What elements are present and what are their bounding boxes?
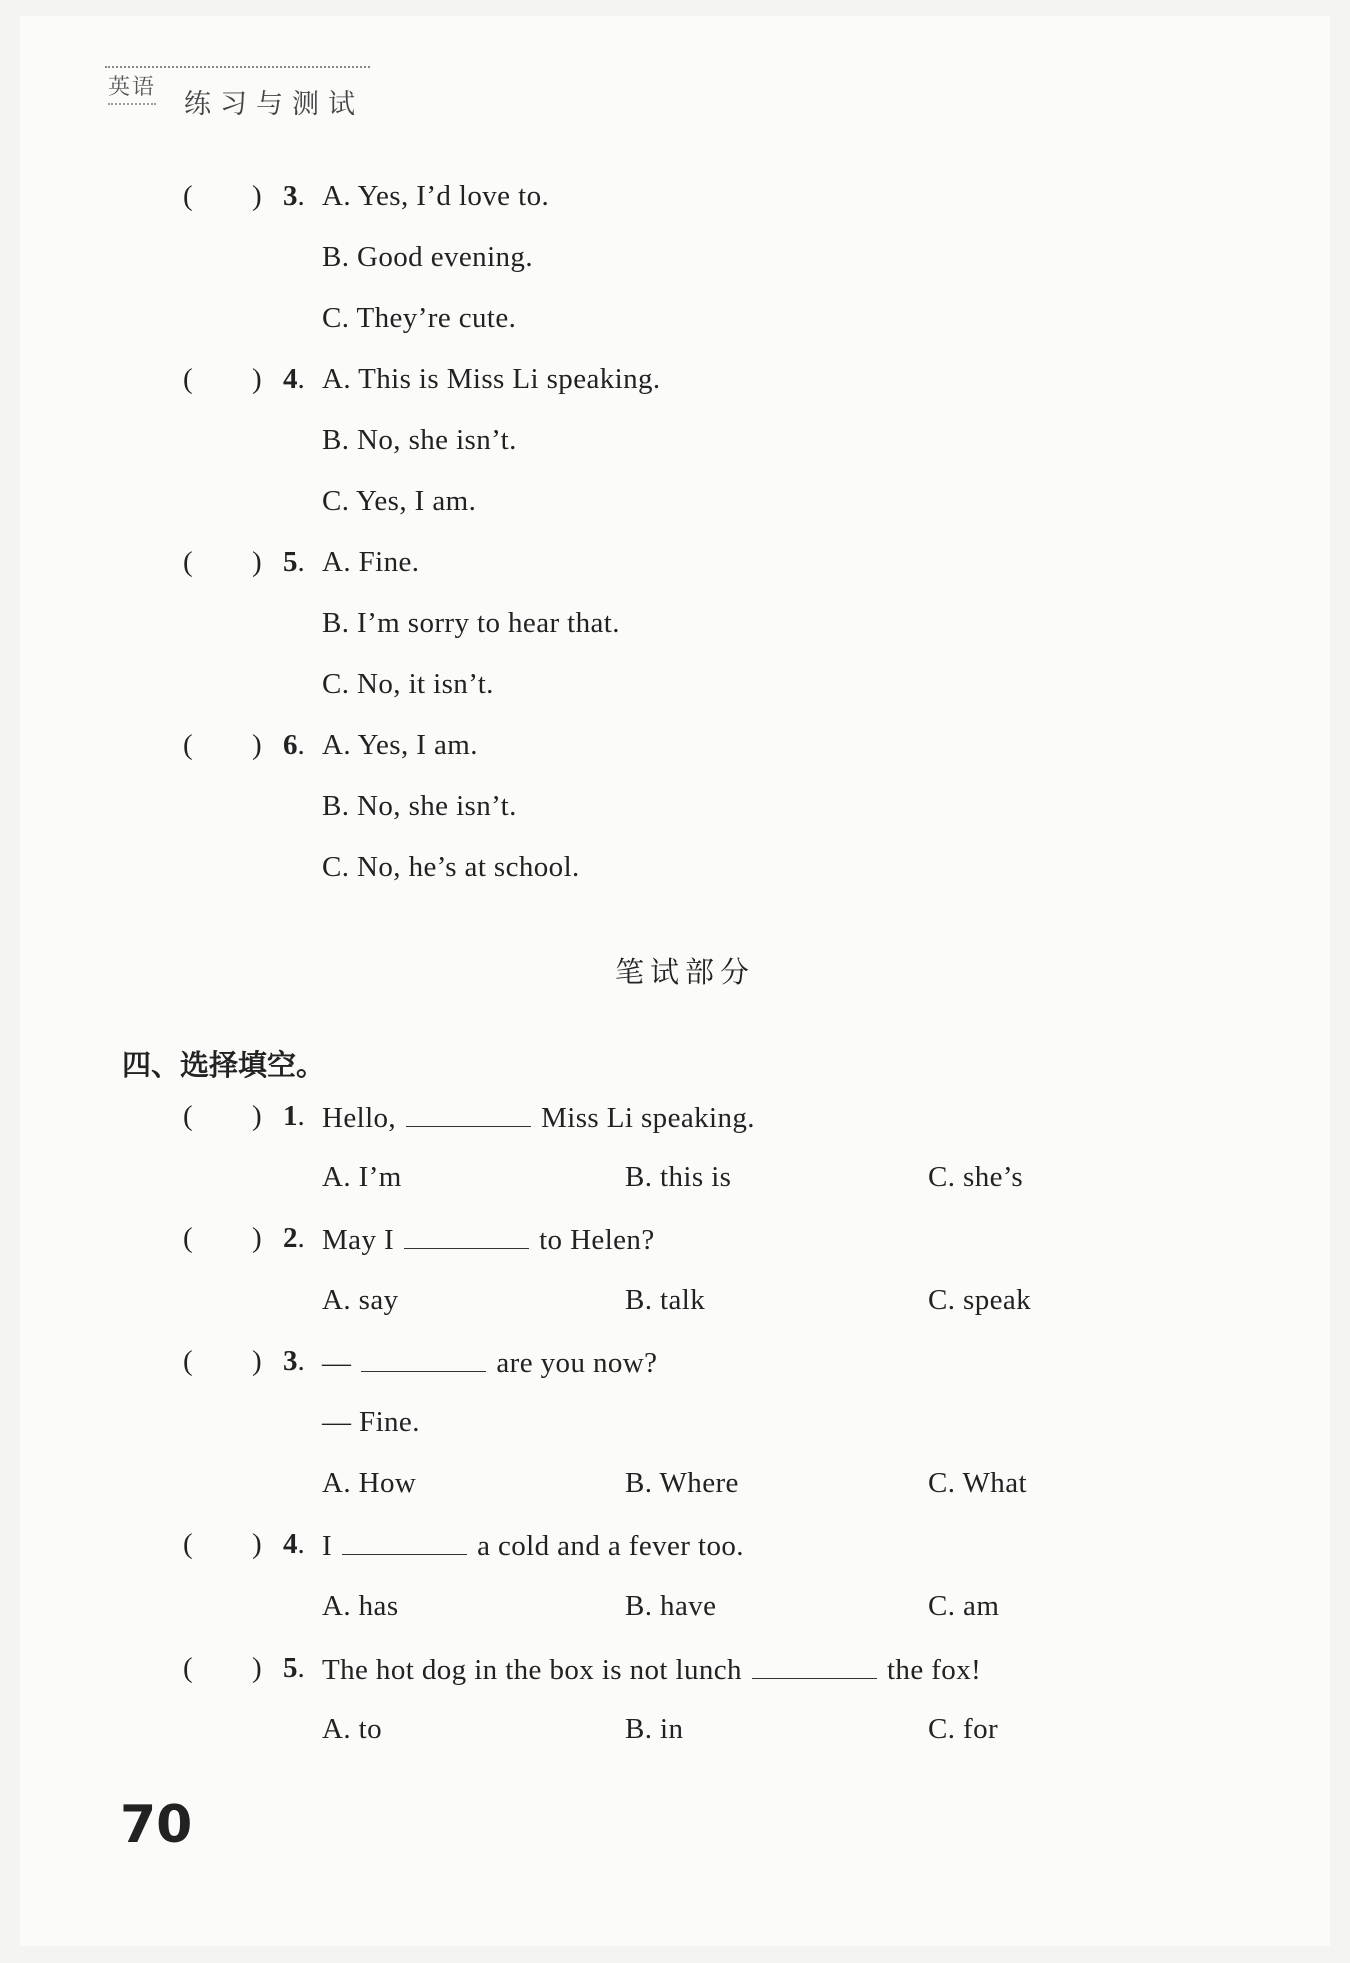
question-stem: The hot dog in the box is not lunch the fox! (322, 1654, 982, 1686)
question-number: 6. (283, 729, 305, 761)
option-b: B. No, she isn’t. (322, 790, 517, 822)
header-subject: 英语 (108, 70, 156, 105)
question-number: 1. (283, 1100, 305, 1132)
option-b: B. have (625, 1590, 717, 1622)
answer-bracket-open[interactable]: ( (183, 180, 193, 212)
answer-bracket-open[interactable]: ( (183, 729, 193, 761)
option-b: B. Where (625, 1467, 739, 1499)
question-number: 4. (283, 1528, 305, 1560)
option-a: A. to (322, 1713, 382, 1745)
option-a: A. I’m (322, 1161, 402, 1193)
answer-bracket-close: ) (252, 1652, 262, 1684)
answer-bracket-close: ) (252, 729, 262, 761)
answer-bracket-close: ) (252, 180, 262, 212)
dialogue-reply: — Fine. (322, 1406, 420, 1438)
option-a: A. say (322, 1284, 399, 1316)
header-title: 练习与测试 (184, 89, 364, 120)
option-c: C. They’re cute. (322, 302, 517, 334)
answer-bracket-close: ) (252, 1345, 262, 1377)
option-c: C. am (928, 1590, 1000, 1622)
option-b: B. this is (625, 1161, 732, 1193)
answer-bracket-open[interactable]: ( (183, 1528, 193, 1560)
option-a: A. Fine. (322, 546, 420, 578)
option-c: C. for (928, 1713, 999, 1745)
answer-bracket-open[interactable]: ( (183, 1345, 193, 1377)
answer-bracket-close: ) (252, 1100, 262, 1132)
page-number: 70 (120, 1795, 193, 1855)
question-number: 5. (283, 546, 305, 578)
answer-bracket-close: ) (252, 1528, 262, 1560)
answer-bracket-close: ) (252, 363, 262, 395)
option-a: A. Yes, I’d love to. (322, 180, 550, 212)
answer-bracket-open[interactable]: ( (183, 363, 193, 395)
option-b: B. I’m sorry to hear that. (322, 607, 620, 639)
header-rule (105, 66, 370, 68)
question-number: 2. (283, 1222, 305, 1254)
option-a: A. Yes, I am. (322, 729, 478, 761)
answer-bracket-open[interactable]: ( (183, 1222, 193, 1254)
answer-blank[interactable] (404, 1222, 529, 1249)
option-b: B. Good evening. (322, 241, 533, 273)
answer-blank[interactable] (752, 1652, 877, 1679)
answer-blank[interactable] (342, 1528, 467, 1555)
option-c: C. speak (928, 1284, 1032, 1316)
answer-bracket-open[interactable]: ( (183, 1100, 193, 1132)
question-stem: May I to Helen? (322, 1224, 655, 1256)
question-number: 5. (283, 1652, 305, 1684)
option-c: C. What (928, 1467, 1027, 1499)
answer-bracket-close: ) (252, 1222, 262, 1254)
option-c: C. No, he’s at school. (322, 851, 580, 883)
part-heading: 四、选择填空。 (122, 1048, 326, 1082)
question-stem: I a cold and a fever too. (322, 1530, 744, 1562)
answer-blank[interactable] (406, 1100, 531, 1127)
option-a: A. has (322, 1590, 399, 1622)
answer-bracket-close: ) (252, 546, 262, 578)
option-c: C. Yes, I am. (322, 485, 477, 517)
question-number: 3. (283, 180, 305, 212)
question-stem: — are you now? (322, 1347, 658, 1379)
option-a: A. This is Miss Li speaking. (322, 363, 661, 395)
answer-blank[interactable] (361, 1345, 486, 1372)
option-b: B. in (625, 1713, 684, 1745)
question-number: 4. (283, 363, 305, 395)
section-title: 笔试部分 (615, 955, 756, 989)
answer-bracket-open[interactable]: ( (183, 1652, 193, 1684)
option-c: C. she’s (928, 1161, 1024, 1193)
answer-bracket-open[interactable]: ( (183, 546, 193, 578)
option-a: A. How (322, 1467, 417, 1499)
option-b: B. talk (625, 1284, 706, 1316)
question-number: 3. (283, 1345, 305, 1377)
question-stem: Hello, Miss Li speaking. (322, 1102, 755, 1134)
option-c: C. No, it isn’t. (322, 668, 494, 700)
option-b: B. No, she isn’t. (322, 424, 517, 456)
